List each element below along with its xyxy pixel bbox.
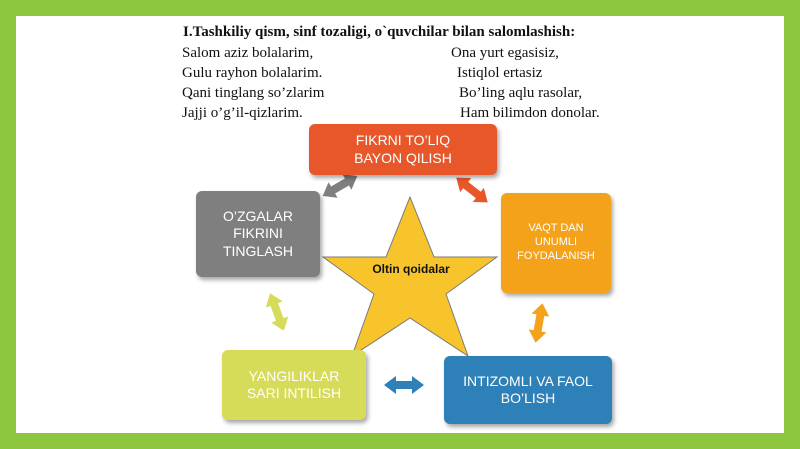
- box-fikrni-toliq: [309, 124, 497, 175]
- box-vaqt-dan-line-2: UNUMLI: [534, 236, 578, 249]
- poem-line-left-1: Salom aziz bolalarim,: [182, 45, 314, 61]
- poem-line-right-3: Bo’ling aqlu rasolar,: [459, 85, 583, 101]
- box-intizomli-line-1: INTIZOMLI VA FAOL: [463, 372, 593, 389]
- star-shape: [323, 197, 497, 356]
- page-title: I.Tashkiliy qism, sinf tozaligi, o`quvchilar bilan salomlashish:: [183, 24, 576, 40]
- box-vaqt-dan-line-3: FOYDALANISH: [517, 249, 595, 262]
- box-intizomli: [444, 356, 612, 424]
- box-yangiliklar-line-2: SARI INTILISH: [246, 385, 342, 401]
- box-yangiliklar-line-1: YANGILIKLAR: [248, 367, 340, 384]
- box-ozgalar-line-2: FIKRINI: [233, 225, 283, 242]
- poem-line-left-2: Gulu rayhon bolalarim.: [182, 65, 323, 81]
- box-yangiliklar: [222, 350, 366, 420]
- arrow-top-right: [451, 171, 494, 210]
- poem-line-right-4: Ham bilimdon donolar.: [460, 105, 600, 121]
- box-fikrni-toliq-line-2: BAYON QILISH: [354, 149, 452, 166]
- box-ozgalar-line-3: TINGLASH: [222, 242, 293, 259]
- box-vaqt-dan-line-1: VAQT DAN: [528, 222, 584, 235]
- box-ozgalar-line-1: O’ZGALAR: [222, 207, 293, 224]
- box-ozgalar: [196, 191, 320, 277]
- poem-line-right-2: Istiqlol ertasiz: [457, 65, 543, 81]
- poem-line-left-3: Qani tinglang so’zlarim: [182, 85, 325, 101]
- arrow-right: [527, 302, 552, 345]
- box-intizomli-line-2: BO’LISH: [500, 390, 556, 406]
- poem-line-right-1: Ona yurt egasisiz,: [451, 45, 559, 61]
- arrow-bottom: [384, 376, 424, 394]
- box-vaqt-dan: [501, 193, 611, 293]
- poem-line-left-4: Jajji o’g’il-qizlarim.: [182, 105, 303, 121]
- box-fikrni-toliq-line-1: FIKRNI TO’LIQ: [355, 132, 451, 148]
- star-label: Oltin qoidalar: [372, 262, 450, 276]
- arrow-left: [262, 290, 293, 334]
